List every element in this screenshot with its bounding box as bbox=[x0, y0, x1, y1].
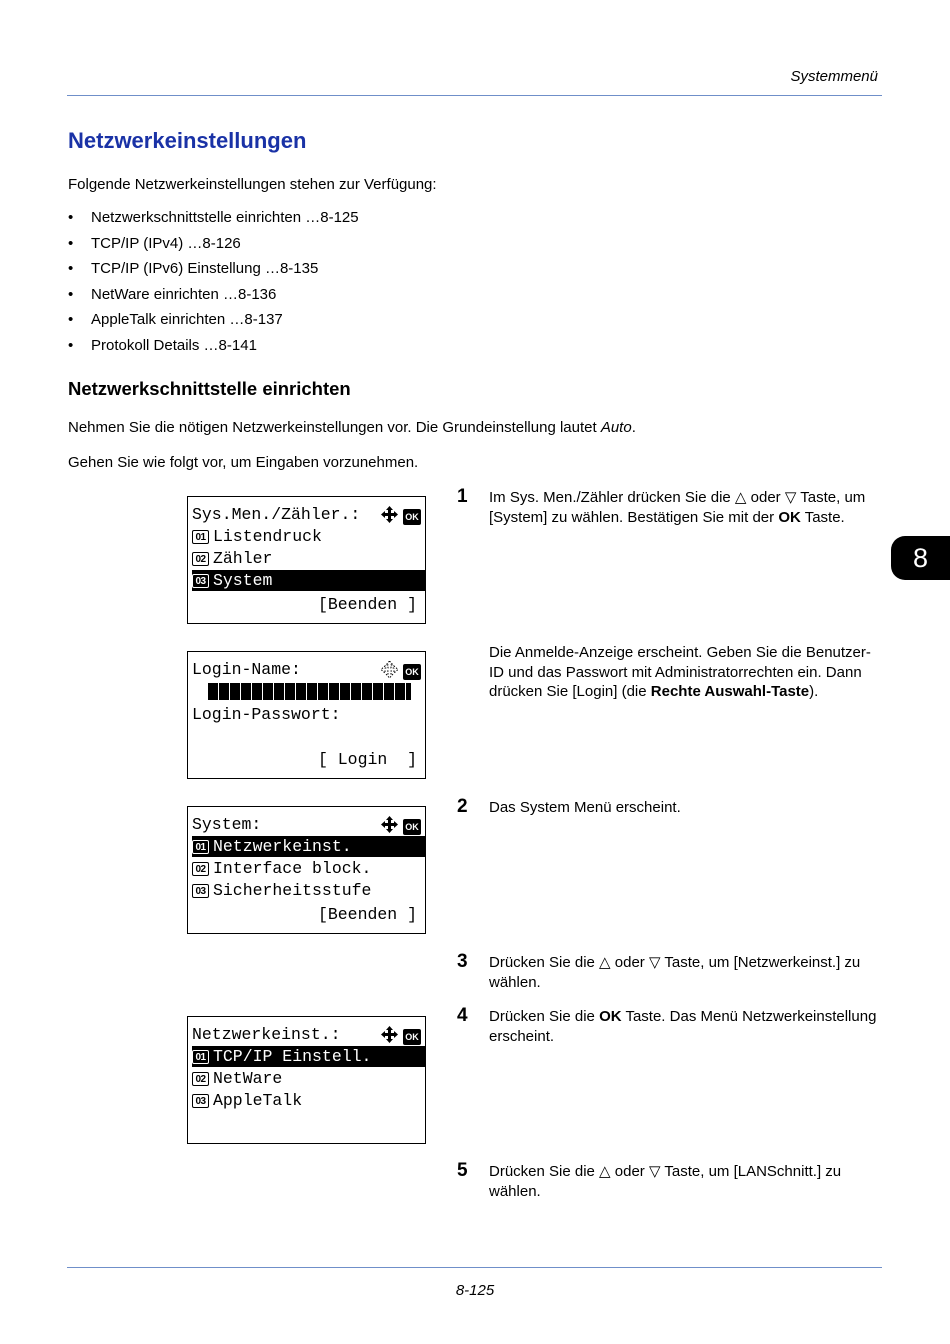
header-rule bbox=[67, 95, 882, 96]
section-intro: Folgende Netzwerkeinstellungen stehen zur Verfügung: bbox=[68, 176, 437, 193]
step-text-bold: OK bbox=[778, 508, 801, 526]
step-text-part: Die Anmelde-Anzeige erscheint. Geben Sie die Benutzer-ID und das Passwort mit Administratorrechten ein. Dann drücken Sie [Login] (die bbox=[489, 644, 871, 700]
lcd-screen-system-menu bbox=[187, 496, 426, 624]
list-item: • TCP/IP (IPv4) …8-126 bbox=[68, 234, 359, 260]
softkey-label: [Beenden ] bbox=[317, 905, 417, 924]
row-label: Listendruck bbox=[213, 527, 322, 546]
footer-rule bbox=[67, 1267, 882, 1268]
step-text: Drücken Sie die △ oder ▽ Taste, um [LANSchnitt.] zu wählen. bbox=[489, 1163, 842, 1200]
lcd-row bbox=[192, 1090, 425, 1111]
step-number: 4 bbox=[457, 1005, 468, 1026]
row-label: NetWare bbox=[213, 1069, 283, 1088]
row-label: TCP/IP Einstell. bbox=[213, 1047, 372, 1066]
row-number-icon: 01 bbox=[192, 530, 209, 544]
lcd-row-selected bbox=[192, 836, 425, 857]
list-item: • Protokoll Details …8-141 bbox=[68, 336, 359, 362]
row-label: Zähler bbox=[213, 549, 273, 568]
row-label: AppleTalk bbox=[213, 1091, 303, 1110]
step-text-part: Im Sys. Men./Zähler drücken Sie die △ oder ▽ Taste, um [System] zu wählen. Bestätigen Sie mit der bbox=[489, 489, 866, 526]
nav-arrows-icon bbox=[381, 816, 398, 838]
list-item: • Netzwerkschnittstelle einrichten …8-125 bbox=[68, 208, 359, 234]
running-header: Systemmenü bbox=[790, 68, 878, 85]
topic-list bbox=[68, 208, 359, 362]
lcd-icons bbox=[381, 1026, 421, 1048]
step-number: 5 bbox=[457, 1160, 468, 1181]
para-end: . bbox=[631, 419, 636, 436]
step-number: 1 bbox=[457, 486, 468, 507]
row-number-icon: 03 bbox=[192, 1094, 209, 1108]
row-number-icon: 03 bbox=[192, 574, 209, 588]
row-number-icon: 01 bbox=[192, 840, 209, 854]
login-name-input-cursor bbox=[208, 683, 411, 700]
lcd-row bbox=[192, 1068, 425, 1089]
step-text: Drücken Sie die △ oder ▽ Taste, um [Netzwerkeinst.] zu wählen. bbox=[489, 954, 861, 991]
row-number-icon: 01 bbox=[192, 1050, 209, 1064]
lcd-row-selected bbox=[192, 570, 425, 591]
nav-arrows-dotted-icon bbox=[381, 661, 398, 683]
lcd-screen-system bbox=[187, 806, 426, 934]
row-label: Netzwerkeinst. bbox=[213, 837, 352, 856]
para-italic: Auto bbox=[600, 419, 632, 436]
row-number-icon: 02 bbox=[192, 862, 209, 876]
step-text-bold: Rechte Auswahl-Taste bbox=[650, 683, 810, 700]
row-number-icon: 03 bbox=[192, 884, 209, 898]
step-number: 2 bbox=[457, 796, 468, 817]
procedure-intro: Gehen Sie wie folgt vor, um Eingaben vorzunehmen. bbox=[68, 454, 419, 471]
lcd-screen-login bbox=[187, 651, 426, 779]
page-number: 8-125 bbox=[455, 1282, 495, 1299]
nav-arrows-icon bbox=[381, 1026, 398, 1048]
lcd-icons bbox=[381, 506, 421, 528]
ok-key-icon: OK bbox=[403, 509, 421, 525]
lcd-row bbox=[192, 858, 425, 879]
lcd-icons bbox=[381, 816, 421, 838]
lcd-title: Sys.Men./Zähler.: bbox=[192, 505, 361, 524]
list-item: • NetWare einrichten …8-136 bbox=[68, 285, 359, 311]
softkey-label: [Beenden ] bbox=[317, 595, 417, 614]
step-text bbox=[489, 643, 884, 702]
step-text-part: ). bbox=[809, 683, 819, 700]
step-text-part: Taste. bbox=[800, 508, 845, 526]
row-label: Sicherheitsstufe bbox=[213, 881, 372, 900]
ok-key-icon: OK bbox=[403, 1029, 421, 1045]
nav-arrows-icon bbox=[381, 506, 398, 528]
lcd-title: Login-Name: bbox=[192, 660, 301, 679]
lcd-row bbox=[192, 880, 425, 901]
step-text bbox=[489, 1007, 884, 1046]
row-label: System bbox=[213, 571, 273, 590]
step-text bbox=[489, 488, 884, 527]
lcd-row bbox=[192, 526, 425, 547]
step-text-part: Taste. Das Menü Netzwerkeinstellung erscheint. bbox=[489, 1008, 877, 1045]
step-text-part: Drücken Sie die bbox=[489, 1008, 600, 1025]
password-label: Login-Passwort: bbox=[192, 705, 341, 724]
section-title: Netzwerkeinstellungen bbox=[68, 128, 307, 153]
ok-key-icon: OK bbox=[403, 819, 421, 835]
subsection-title: Netzwerkschnittstelle einrichten bbox=[68, 378, 351, 399]
row-number-icon: 02 bbox=[192, 552, 209, 566]
lcd-title: System: bbox=[192, 815, 262, 834]
list-item: • TCP/IP (IPv6) Einstellung …8-135 bbox=[68, 259, 359, 285]
lcd-title: Netzwerkeinst.: bbox=[192, 1025, 341, 1044]
step-number: 3 bbox=[457, 951, 468, 972]
lcd-screen-network bbox=[187, 1016, 426, 1144]
softkey-login: [ Login ] bbox=[317, 750, 417, 769]
lcd-icons bbox=[381, 661, 421, 683]
step-text-bold: OK bbox=[599, 1008, 622, 1025]
step-text: Das System Menü erscheint. bbox=[489, 799, 681, 816]
para-text: Nehmen Sie die nötigen Netzwerkeinstellungen vor. Die Grundeinstellung lautet bbox=[68, 419, 601, 436]
ok-key-icon: OK bbox=[403, 664, 421, 680]
chapter-tab: 8 bbox=[891, 536, 950, 580]
list-item: • AppleTalk einrichten …8-137 bbox=[68, 310, 359, 336]
row-number-icon: 02 bbox=[192, 1072, 209, 1086]
lcd-row bbox=[192, 548, 425, 569]
subsection-paragraph bbox=[68, 418, 636, 437]
lcd-row-selected bbox=[192, 1046, 425, 1067]
row-label: Interface block. bbox=[213, 859, 372, 878]
